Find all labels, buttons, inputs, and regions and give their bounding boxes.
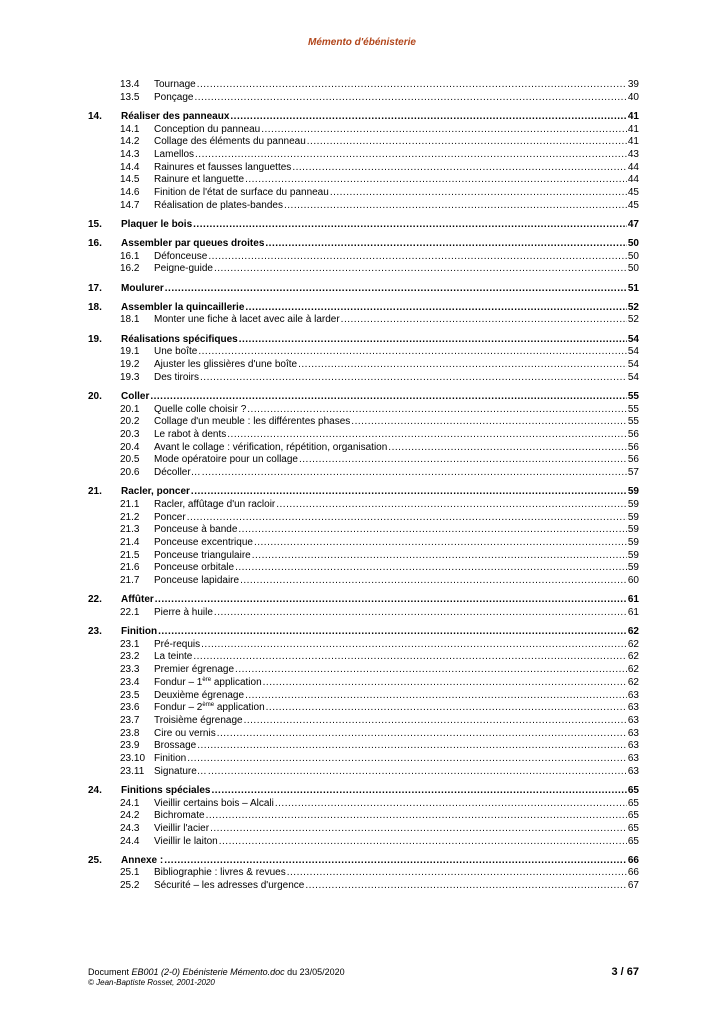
- toc-entry[interactable]: [88, 537, 639, 550]
- toc-title: Assembler par queues droites: [121, 238, 265, 250]
- toc-entry[interactable]: [88, 79, 639, 92]
- toc-title: Cire ou vernis: [154, 727, 216, 739]
- toc-section[interactable]: [88, 855, 639, 868]
- toc-page-number: 62: [627, 676, 639, 688]
- toc-page-number: 50: [627, 250, 639, 262]
- toc-section[interactable]: [88, 219, 639, 232]
- toc-number: 21.: [88, 486, 102, 498]
- toc-leader-dots: [263, 677, 627, 690]
- toc-number: 23.1: [120, 638, 140, 650]
- toc-page-number: 47: [627, 218, 639, 230]
- toc-leader-dots: [341, 314, 627, 327]
- toc-number: 25.: [88, 854, 102, 866]
- toc-section[interactable]: [88, 486, 639, 499]
- toc-page-number: 65: [627, 835, 639, 847]
- toc-entry[interactable]: [88, 550, 639, 563]
- toc-leader-dots: [197, 79, 627, 92]
- toc-title: Bibliographie : livres & revues: [154, 867, 286, 879]
- toc-page-number: 55: [627, 390, 639, 402]
- toc-number: 23.7: [120, 714, 140, 726]
- toc-number: 24.2: [120, 810, 140, 822]
- toc-number: 23.10: [120, 752, 146, 764]
- toc-number: 16.: [88, 238, 102, 250]
- toc-entry[interactable]: [88, 124, 639, 137]
- toc-number: 21.1: [120, 498, 140, 510]
- toc-page-number: 63: [627, 689, 639, 701]
- toc-entry[interactable]: [88, 664, 639, 677]
- toc-entry[interactable]: [88, 868, 639, 881]
- toc-leader-dots: [165, 283, 627, 296]
- toc-page-number: 54: [627, 346, 639, 358]
- toc-number: 21.3: [120, 524, 140, 536]
- toc-page-number: 59: [627, 524, 639, 536]
- toc-number: 24.3: [120, 822, 140, 834]
- toc-title: Défonceuse: [154, 250, 208, 262]
- toc-page-number: 63: [627, 714, 639, 726]
- toc-title: Racler, poncer: [121, 486, 190, 498]
- toc-title: Des tiroirs: [154, 371, 200, 383]
- toc-title: Signature…: [154, 765, 207, 777]
- toc-leader-dots: [211, 785, 626, 798]
- toc-number: 14.: [88, 110, 102, 122]
- toc-number: 23.2: [120, 651, 140, 663]
- toc-title: Pierre à huile: [154, 606, 213, 618]
- toc-page-number: 59: [627, 536, 639, 548]
- toc-number: 22.1: [120, 606, 140, 618]
- toc-page-number: 65: [627, 822, 639, 834]
- toc-title: Collage d'un meuble : les différentes phases: [154, 416, 351, 428]
- toc-page-number: 54: [627, 333, 639, 345]
- toc-leader-dots: [235, 664, 627, 677]
- toc-title: Réalisations spécifiques: [121, 333, 238, 345]
- toc-section[interactable]: [88, 626, 639, 639]
- toc-page-number: 62: [627, 651, 639, 663]
- toc-leader-dots: [193, 219, 627, 232]
- toc-leader-dots: [158, 626, 627, 639]
- toc-title: Conception du panneau: [154, 123, 261, 135]
- toc-page-number: 56: [627, 428, 639, 440]
- toc-number: 24.: [88, 784, 102, 796]
- toc-section[interactable]: [88, 238, 639, 251]
- toc-leader-dots: [275, 798, 627, 811]
- toc-page-number: 52: [627, 301, 639, 313]
- toc-number: 23.5: [120, 689, 140, 701]
- toc-page-number: 65: [627, 797, 639, 809]
- toc-leader-dots: [247, 404, 627, 417]
- toc-page-number: 59: [627, 498, 639, 510]
- toc-title: Finition: [121, 626, 158, 638]
- footer-doc-name: EB001 (2-0) Ebénisterie Mémento.doc: [131, 967, 285, 977]
- toc-title: Fondur – 2ème application: [154, 702, 265, 714]
- toc-leader-dots: [202, 467, 627, 480]
- toc-title: Vieillir le laiton: [154, 835, 218, 847]
- toc-entry[interactable]: [88, 715, 639, 728]
- toc-entry[interactable]: [88, 263, 639, 276]
- toc-leader-dots: [244, 715, 627, 728]
- toc-number: 20.3: [120, 428, 140, 440]
- toc-entry[interactable]: [88, 639, 639, 652]
- toc-title: Vieillir certains bois – Alcali: [154, 797, 274, 809]
- toc-number: 20.6: [120, 467, 140, 479]
- toc-leader-dots: [206, 810, 627, 823]
- toc-leader-dots: [164, 855, 627, 868]
- toc-title: Le rabot à dents: [154, 428, 227, 440]
- toc-entry[interactable]: [88, 810, 639, 823]
- toc-entry[interactable]: [88, 174, 639, 187]
- toc-title: La teinte: [154, 651, 193, 663]
- toc-page-number: 41: [627, 110, 639, 122]
- toc-title: Rainure et languette: [154, 174, 245, 186]
- toc-title: Troisième égrenage: [154, 714, 243, 726]
- toc-number: 21.2: [120, 511, 140, 523]
- toc-leader-dots: [155, 594, 627, 607]
- toc-leader-dots: [198, 346, 627, 359]
- toc-entry[interactable]: [88, 454, 639, 467]
- toc-number: 19.1: [120, 346, 140, 358]
- toc-leader-dots: [252, 550, 627, 563]
- toc-title: Collage des éléments du panneau: [154, 136, 306, 148]
- toc-number: 14.3: [120, 148, 140, 160]
- toc-number: 21.4: [120, 536, 140, 548]
- toc-number: 19.3: [120, 371, 140, 383]
- toc-leader-dots: [197, 740, 627, 753]
- toc-number: 20.: [88, 390, 102, 402]
- toc-title: Finition de l'état de surface du panneau: [154, 186, 329, 198]
- toc-leader-dots: [305, 880, 627, 893]
- toc-section[interactable]: [88, 334, 639, 347]
- toc-page-number: 45: [627, 199, 639, 211]
- toc-leader-dots: [245, 690, 627, 703]
- toc-number: 20.5: [120, 454, 140, 466]
- toc-page-number: 59: [627, 486, 639, 498]
- toc-number: 14.4: [120, 161, 140, 173]
- toc-title: Fondur – 1ère application: [154, 676, 262, 688]
- toc-title: Ponceuse lapidaire: [154, 575, 240, 587]
- toc-leader-dots: [261, 124, 627, 137]
- toc-page-number: 55: [627, 416, 639, 428]
- toc-leader-dots: [195, 149, 627, 162]
- toc-page-number: 62: [627, 664, 639, 676]
- toc-page-number: 61: [627, 594, 639, 606]
- toc-number: 17.: [88, 282, 102, 294]
- toc-page-number: 56: [627, 441, 639, 453]
- toc-number: 14.1: [120, 123, 140, 135]
- toc-leader-dots: [245, 174, 627, 187]
- toc-title: Une boîte: [154, 346, 198, 358]
- footer-doc-date: du 23/05/2020: [284, 967, 345, 977]
- toc-entry[interactable]: [88, 416, 639, 429]
- toc-entry[interactable]: [88, 442, 639, 455]
- toc-leader-dots: [235, 562, 627, 575]
- toc-page-number: 65: [627, 810, 639, 822]
- toc-title: Bichromate: [154, 810, 205, 822]
- toc-number: 23.: [88, 626, 102, 638]
- toc-page-number: 54: [627, 371, 639, 383]
- toc-page-number: 57: [627, 467, 639, 479]
- toc-page-number: 63: [627, 727, 639, 739]
- toc-number: 16.2: [120, 263, 140, 275]
- toc-entry[interactable]: [88, 753, 639, 766]
- footer-document-info: [88, 967, 345, 977]
- toc-leader-dots: [254, 537, 627, 550]
- toc-page-number: 43: [627, 148, 639, 160]
- footer-page-number: 3 / 67: [611, 966, 639, 978]
- page-header: Mémento d'ébénisterie: [308, 37, 416, 48]
- toc-title: Pré-requis: [154, 638, 201, 650]
- toc-number: 19.2: [120, 359, 140, 371]
- toc-leader-dots: [284, 200, 627, 213]
- toc-entry[interactable]: [88, 136, 639, 149]
- toc-page-number: 63: [627, 752, 639, 764]
- toc-page-number: 63: [627, 765, 639, 777]
- toc-page-number: 63: [627, 740, 639, 752]
- toc-entry[interactable]: [88, 836, 639, 849]
- toc-number: 14.5: [120, 174, 140, 186]
- toc-page-number: 50: [627, 238, 639, 250]
- toc-leader-dots: [238, 524, 626, 537]
- toc-page-number: 56: [627, 454, 639, 466]
- toc-entry[interactable]: [88, 429, 639, 442]
- toc-entry[interactable]: [88, 512, 639, 525]
- toc-entry[interactable]: [88, 315, 639, 328]
- toc-leader-dots: [200, 372, 627, 385]
- toc-leader-dots: [265, 238, 626, 251]
- footer-doc-prefix: Document: [88, 967, 132, 977]
- toc-number: 14.7: [120, 199, 140, 211]
- toc-entry[interactable]: [88, 92, 639, 105]
- toc-leader-dots: [266, 702, 627, 715]
- toc-number: 21.6: [120, 562, 140, 574]
- footer-copyright: © Jean-Baptiste Rosset, 2001-2020: [88, 978, 215, 987]
- toc-entry[interactable]: [88, 690, 639, 703]
- toc-leader-dots: [307, 136, 627, 149]
- toc-title: Ponceuse à bande: [154, 524, 238, 536]
- table-of-contents: [88, 79, 639, 893]
- toc-title: Peigne-guide: [154, 263, 213, 275]
- toc-number: 25.1: [120, 867, 140, 879]
- toc-entry[interactable]: [88, 404, 639, 417]
- toc-number: 22.: [88, 594, 102, 606]
- toc-title: Sécurité – les adresses d'urgence: [154, 880, 305, 892]
- toc-entry[interactable]: [88, 467, 639, 480]
- footer-document-line: [88, 966, 639, 978]
- toc-title: Ponceuse triangulaire: [154, 549, 251, 561]
- toc-title: Deuxième égrenage: [154, 689, 245, 701]
- toc-page-number: 65: [627, 784, 639, 796]
- toc-entry[interactable]: [88, 575, 639, 588]
- toc-title: Réalisation de plates-bandes: [154, 199, 283, 211]
- toc-leader-dots: [351, 416, 627, 429]
- toc-leader-dots: [150, 391, 627, 404]
- toc-page-number: 59: [627, 511, 639, 523]
- toc-title: Décoller…: [154, 467, 201, 479]
- toc-entry[interactable]: [88, 499, 639, 512]
- toc-entry[interactable]: [88, 149, 639, 162]
- toc-title: Réaliser des panneaux: [121, 110, 230, 122]
- toc-number: 24.4: [120, 835, 140, 847]
- toc-page-number: 44: [627, 174, 639, 186]
- toc-entry[interactable]: [88, 798, 639, 811]
- toc-number: 20.2: [120, 416, 140, 428]
- toc-entry[interactable]: [88, 251, 639, 264]
- toc-number: 20.1: [120, 403, 140, 415]
- toc-entry[interactable]: [88, 200, 639, 213]
- toc-section[interactable]: [88, 594, 639, 607]
- toc-leader-dots: [219, 836, 627, 849]
- toc-number: 20.4: [120, 441, 140, 453]
- toc-number: 25.2: [120, 880, 140, 892]
- toc-title: Rainures et fausses languettes: [154, 161, 292, 173]
- toc-leader-dots: [388, 442, 627, 455]
- toc-title: Ponceuse orbitale: [154, 562, 235, 574]
- toc-number: 16.1: [120, 250, 140, 262]
- toc-entry[interactable]: [88, 162, 639, 175]
- toc-number: 23.9: [120, 740, 140, 752]
- toc-leader-dots: [193, 651, 627, 664]
- toc-title: Ponceuse excentrique: [154, 536, 253, 548]
- toc-number: 19.: [88, 333, 102, 345]
- toc-title: Vieillir l'acier: [154, 822, 210, 834]
- toc-number: 15.: [88, 218, 102, 230]
- toc-number: 23.11: [120, 765, 145, 777]
- toc-title: Assembler la quincaillerie: [121, 301, 245, 313]
- toc-leader-dots: [292, 162, 627, 175]
- toc-leader-dots: [187, 753, 627, 766]
- toc-number: 21.7: [120, 575, 140, 587]
- toc-page-number: 41: [627, 136, 639, 148]
- toc-title: Lamellos: [154, 148, 195, 160]
- toc-page-number: 61: [627, 606, 639, 618]
- toc-title: Coller: [121, 390, 150, 402]
- toc-entry[interactable]: [88, 607, 639, 620]
- toc-page-number: 50: [627, 263, 639, 275]
- toc-title: Mode opératoire pour un collage: [154, 454, 298, 466]
- toc-title: Finitions spéciales: [121, 784, 211, 796]
- toc-entry[interactable]: [88, 728, 639, 741]
- toc-title: Ajuster les glissières d'une boîte: [154, 359, 298, 371]
- toc-title: Finition: [154, 752, 187, 764]
- toc-page-number: 60: [627, 575, 639, 587]
- toc-leader-dots: [245, 302, 626, 315]
- toc-title: Ponçage: [154, 91, 194, 103]
- toc-entry[interactable]: [88, 359, 639, 372]
- toc-number: 13.5: [120, 91, 140, 103]
- toc-leader-dots: [187, 512, 627, 525]
- toc-leader-dots: [214, 263, 627, 276]
- toc-page-number: 39: [627, 78, 639, 90]
- toc-title: Premier égrenage: [154, 664, 235, 676]
- toc-entry[interactable]: [88, 372, 639, 385]
- toc-title: Plaquer le bois: [121, 218, 193, 230]
- toc-section[interactable]: [88, 111, 639, 124]
- toc-page-number: 59: [627, 549, 639, 561]
- toc-number: 14.2: [120, 136, 140, 148]
- toc-number: 18.1: [120, 314, 140, 326]
- toc-section[interactable]: [88, 302, 639, 315]
- toc-leader-dots: [287, 867, 627, 880]
- toc-title: Quelle colle choisir ?: [154, 403, 247, 415]
- toc-title: Moulurer: [121, 282, 164, 294]
- toc-leader-dots: [299, 454, 627, 467]
- toc-entry[interactable]: [88, 823, 639, 836]
- toc-section[interactable]: [88, 391, 639, 404]
- toc-number: 18.: [88, 301, 102, 313]
- toc-page-number: 67: [627, 880, 639, 892]
- toc-page-number: 62: [627, 638, 639, 650]
- toc-title: Avant le collage : vérification, répétition, organisation: [154, 441, 388, 453]
- toc-page-number: 45: [627, 186, 639, 198]
- toc-page-number: 51: [627, 282, 639, 294]
- toc-number: 23.8: [120, 727, 140, 739]
- toc-title: Racler, affûtage d'un racloir: [154, 498, 276, 510]
- toc-number: 23.6: [120, 702, 140, 714]
- toc-entry[interactable]: [88, 766, 639, 779]
- toc-title: Tournage: [154, 78, 196, 90]
- toc-page-number: 62: [627, 626, 639, 638]
- toc-entry[interactable]: [88, 880, 639, 893]
- toc-page-number: 66: [627, 854, 639, 866]
- toc-number: 23.3: [120, 664, 140, 676]
- toc-number: 21.5: [120, 549, 140, 561]
- toc-page-number: 52: [627, 314, 639, 326]
- toc-leader-dots: [240, 575, 627, 588]
- toc-section[interactable]: [88, 785, 639, 798]
- toc-leader-dots: [330, 187, 627, 200]
- toc-leader-dots: [208, 766, 627, 779]
- toc-title: Brossage: [154, 740, 197, 752]
- toc-page-number: 54: [627, 359, 639, 371]
- toc-entry[interactable]: [88, 677, 639, 690]
- toc-page-number: 55: [627, 403, 639, 415]
- toc-leader-dots: [214, 607, 627, 620]
- toc-leader-dots: [194, 92, 626, 105]
- toc-leader-dots: [217, 728, 627, 741]
- toc-page-number: 59: [627, 562, 639, 574]
- toc-number: 23.4: [120, 676, 140, 688]
- toc-entry[interactable]: [88, 652, 639, 665]
- toc-number: 14.6: [120, 186, 140, 198]
- toc-title: Monter une fiche à lacet avec aile à larder: [154, 314, 340, 326]
- toc-leader-dots: [230, 111, 626, 124]
- toc-leader-dots: [201, 639, 627, 652]
- toc-leader-dots: [208, 251, 627, 264]
- toc-entry[interactable]: [88, 346, 639, 359]
- toc-entry[interactable]: [88, 740, 639, 753]
- toc-leader-dots: [227, 429, 627, 442]
- toc-leader-dots: [298, 359, 627, 372]
- toc-page-number: 40: [627, 91, 639, 103]
- toc-leader-dots: [210, 823, 627, 836]
- toc-page-number: 44: [627, 161, 639, 173]
- toc-page-number: 41: [627, 123, 639, 135]
- toc-entry[interactable]: [88, 702, 639, 715]
- toc-leader-dots: [276, 499, 627, 512]
- toc-title: Affûter: [121, 594, 154, 606]
- toc-number: 13.4: [120, 78, 140, 90]
- toc-entry[interactable]: [88, 187, 639, 200]
- toc-entry[interactable]: [88, 562, 639, 575]
- toc-section[interactable]: [88, 283, 639, 296]
- toc-leader-dots: [191, 486, 627, 499]
- toc-entry[interactable]: [88, 524, 639, 537]
- toc-title: Poncer: [154, 511, 186, 523]
- toc-number: 24.1: [120, 797, 140, 809]
- toc-page-number: 63: [627, 702, 639, 714]
- toc-leader-dots: [239, 334, 627, 347]
- toc-title: Annexe :: [121, 854, 164, 866]
- toc-page-number: 66: [627, 867, 639, 879]
